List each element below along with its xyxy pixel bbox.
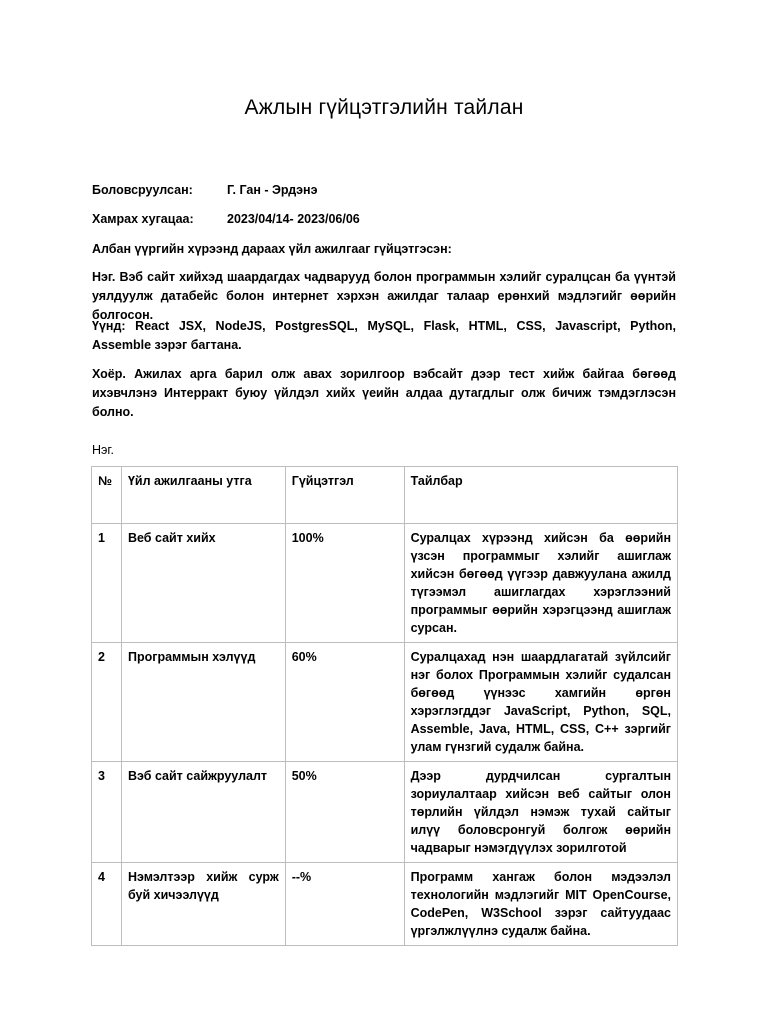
table-row [92,762,678,863]
document-title: Ажлын гүйцэтгэлийн тайлан [244,96,524,119]
header-num: № [92,467,122,524]
paragraph-1: Нэг. Вэб сайт хийхэд шаардагдах чадварууд болон программын хэлийг суралцсан ба үүнтэй уялдуулж датабейс болон интернет хэрхэн ажилдаг талаар ерөнхий мэдлэгийг өөрийн болгосон. [92,270,676,322]
row-progress: 60% [285,643,404,762]
table-header-row [92,467,678,524]
row-progress: 50% [285,762,404,863]
header-progress: Гүйцэтгэл [285,467,404,524]
row-progress: --% [285,863,404,946]
period-value: 2023/04/14- 2023/06/06 [227,212,360,226]
prepared-by-value: Г. Ган - Эрдэнэ [227,183,318,197]
intro-heading: Албан үүргийн хүрээнд дараах үйл ажилгааг гүйцэтгэсэн: [92,242,452,256]
row-note: Дээр дурдчилсан сургалтын зориулалтаар хийсэн веб сайтыг олон төрлийн үйлдэл нэмэж тухай сайтыг илүү боловсронгуй болгож өөрийн чадварыг нэмэгдүүлэх зорилготой [404,762,677,863]
row-num: 1 [92,524,122,643]
header-note: Тайлбар [404,467,677,524]
row-task: Нэмэлтээр хийж сурж буй хичээлүүд [121,863,285,946]
prepared-by-row [92,183,318,197]
period-row [92,212,360,226]
row-num: 4 [92,863,122,946]
table-row [92,863,678,946]
row-note: Суралцах хүрээнд хийсэн ба өөрийн үзсэн программыг хэлийг ашиглаж хийсэн бөгөөд үүгээр давжуулана ажилд түгээмэл ашиглагдах хэрэглээний программыг өөрийн хэрэгцээнд ашиглаж сурсан. [404,524,677,643]
section-label: Нэг. [92,443,114,457]
row-num: 3 [92,762,122,863]
paragraph-2: Үүнд: React JSX, NodeJS, PostgresSQL, MySQL, Flask, HTML, CSS, Javascript, Python, Assemble зэрэг багтана. [92,319,676,352]
row-note: Программ хангаж болон мэдээлэл технологийн мэдлэгийг MIT OpenCourse, CodePen, W3School зэрэг сайтуудаас үргэлжлүүлнэ судалж байна. [404,863,677,946]
period-label: Хамрах хугацаа: [92,212,194,226]
header-task: Үйл ажилгааны утга [121,467,285,524]
row-num: 2 [92,643,122,762]
table-row [92,643,678,762]
row-task: Программын хэлүүд [121,643,285,762]
row-task: Вэб сайт сайжруулалт [121,762,285,863]
row-task: Веб сайт хийх [121,524,285,643]
row-note: Суралцахад нэн шаардлагатай зүйлсийг нэг болох Программын хэлийг судалсан бөгөөд үүнээс хамгийн өргөн хэрэглэгддэг JavaScript, Python, SQL, Assemble, Java, HTML, CSS, C++ зэргийг улам гүнзгий судалж байна. [404,643,677,762]
table-row [92,524,678,643]
row-progress: 100% [285,524,404,643]
tasks-table [91,466,678,946]
prepared-by-label: Боловсруулсан: [92,183,193,197]
paragraph-3: Хоёр. Ажилах арга барил олж авах зорилгоор вэбсайт дээр тест хийж байгаа бөгөөд ихэвчлэнэ Интерракт буюу үйлдэл хийх үеийн алдаа дутагдлыг олж бичиж тэмдэглэсэн болно. [92,367,676,419]
